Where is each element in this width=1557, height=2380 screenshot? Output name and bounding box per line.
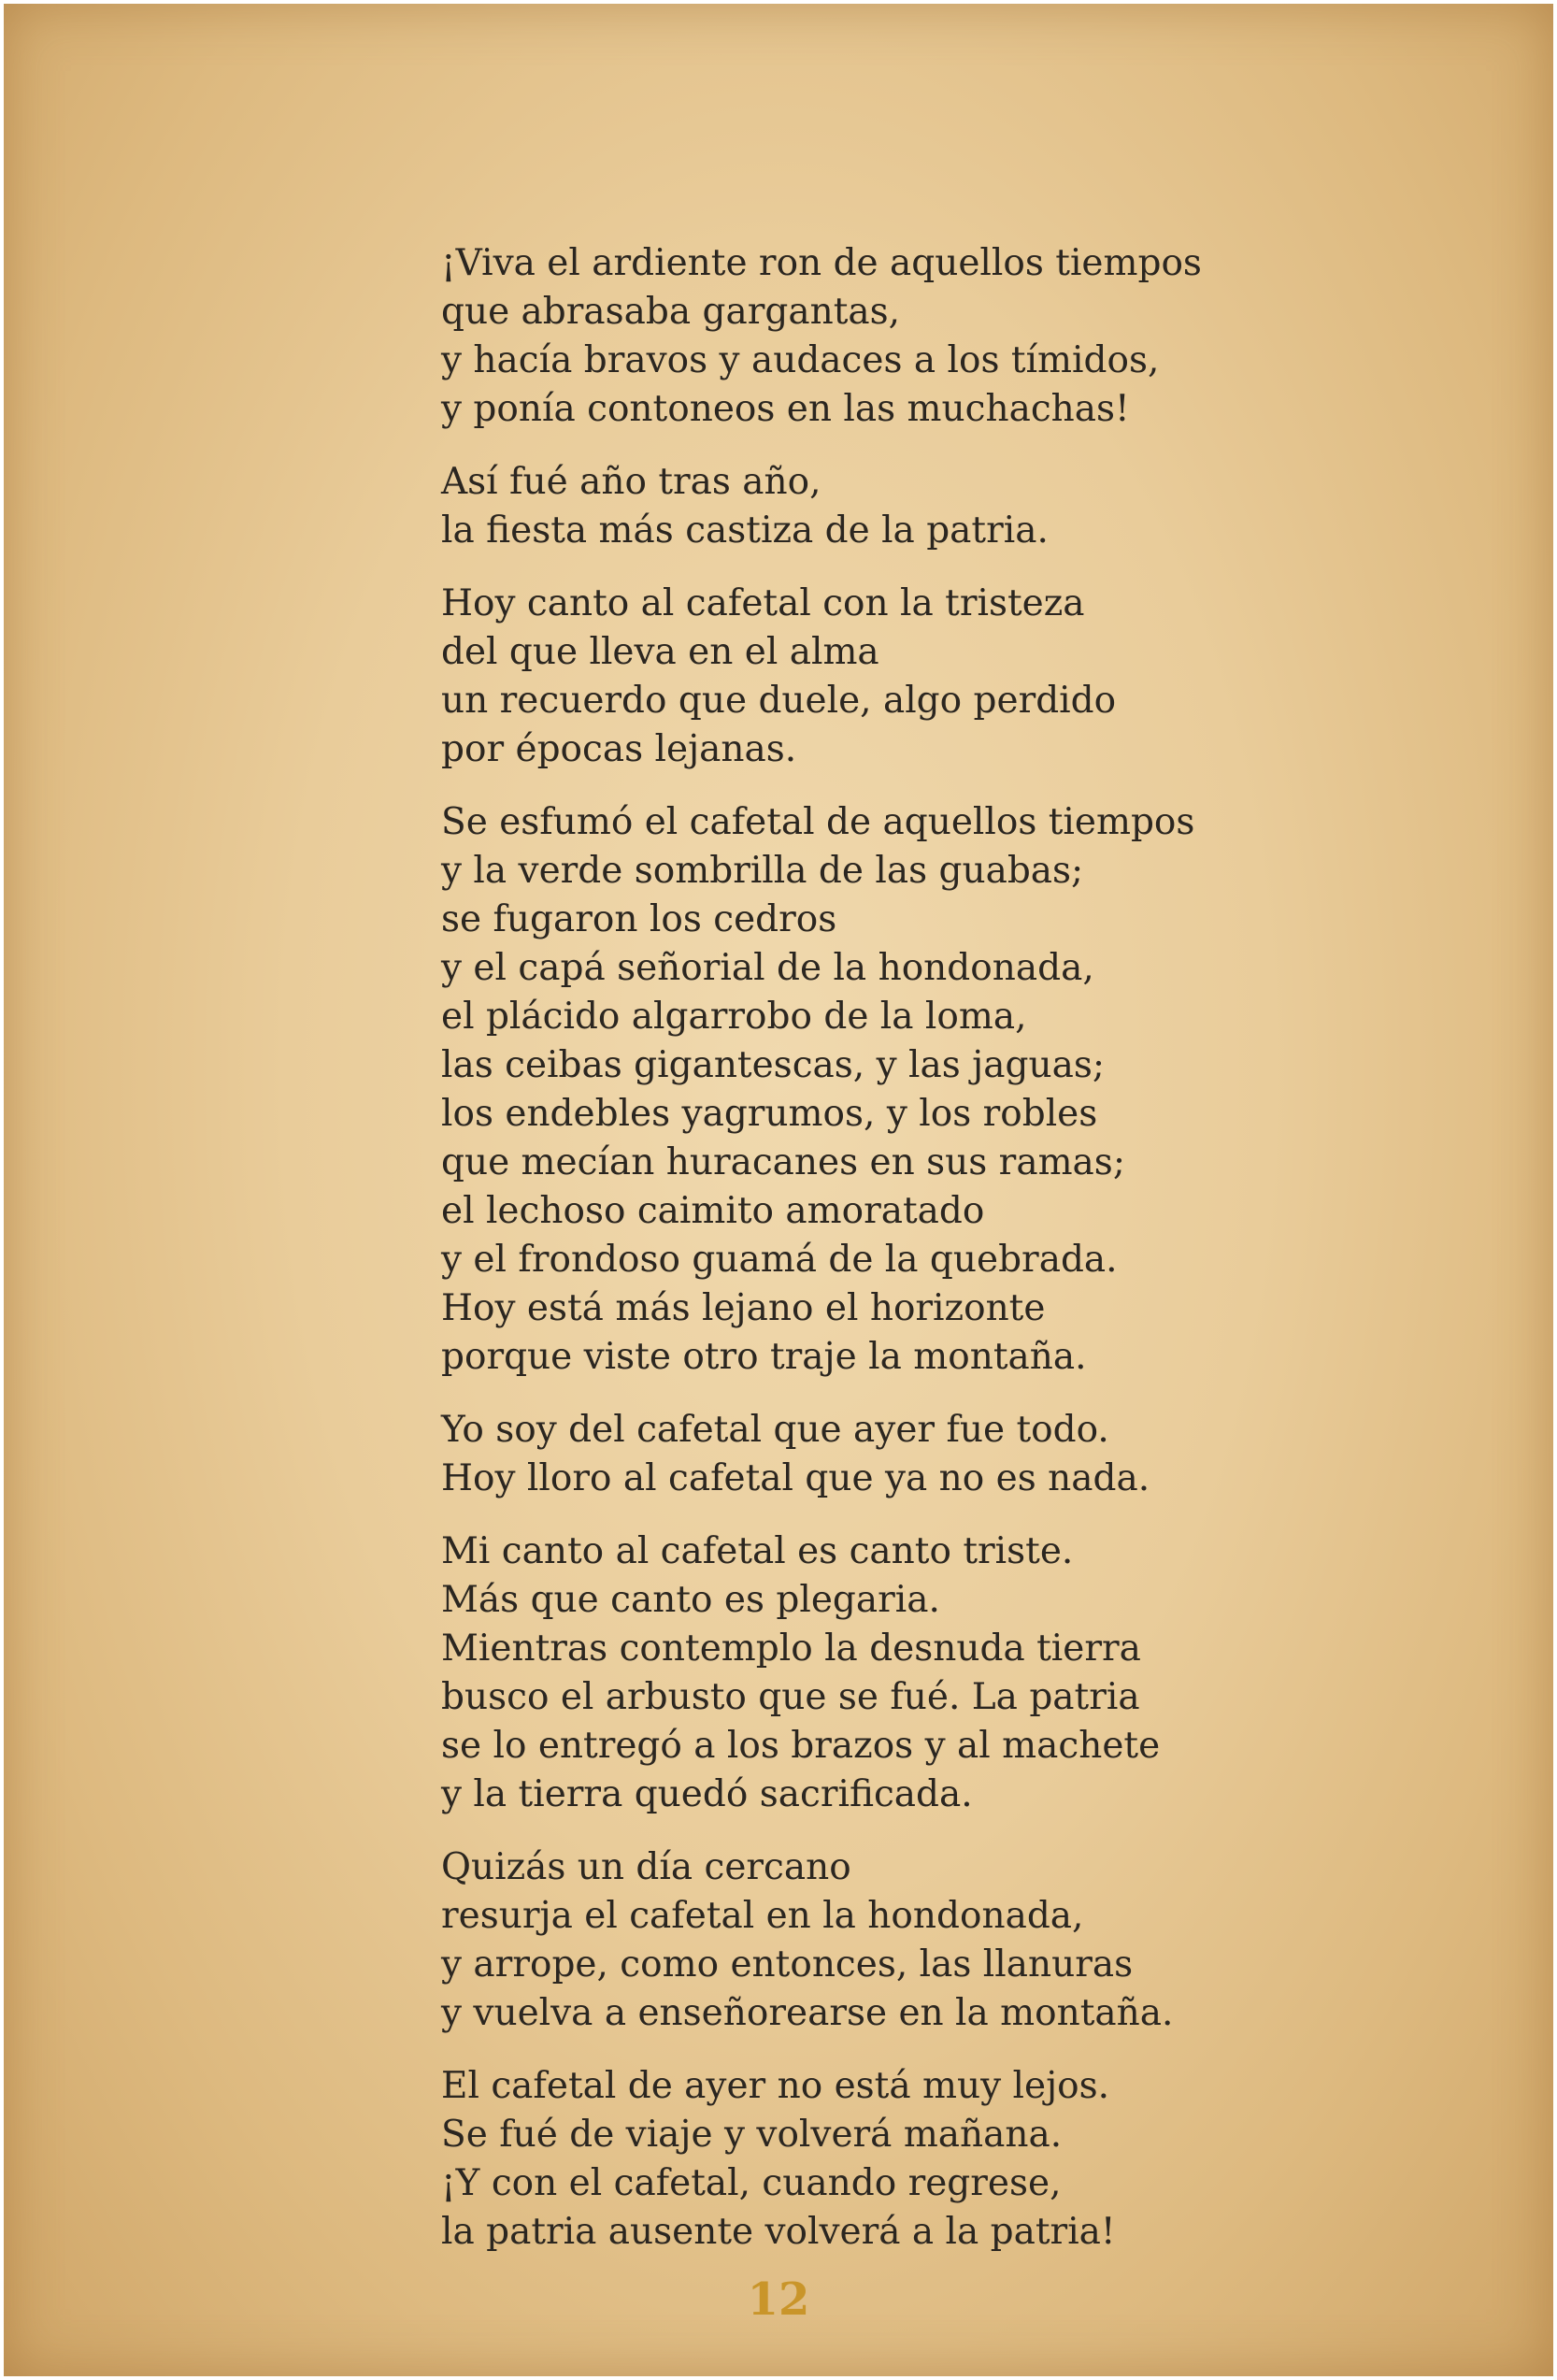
poem-line: la fiesta más castiza de la patria.: [441, 509, 1049, 552]
poem-line: Yo soy del cafetal que ayer fue todo.: [441, 1409, 1109, 1451]
book-page: [4, 4, 1553, 2376]
poem-line: Hoy canto al cafetal con la tristeza: [441, 582, 1085, 624]
stanza-2: [441, 458, 1488, 555]
poem-line: y ponía contoneos en las muchachas!: [441, 388, 1130, 430]
poem-line: que abrasaba gargantas,: [441, 291, 901, 333]
poem-line: Hoy lloro al cafetal que ya no es nada.: [441, 1457, 1150, 1499]
poem-line: y arrope, como entonces, las llanuras: [441, 1943, 1134, 1986]
poem-line: el plácido algarrobo de la loma,: [441, 996, 1027, 1038]
poem-line: Se fué de viaje y volverá mañana.: [441, 2114, 1063, 2156]
poem-line: ¡Y con el cafetal, cuando regrese,: [441, 2162, 1062, 2204]
poem-line: porque viste otro traje la montaña.: [441, 1336, 1087, 1378]
poem-line: Mi canto al cafetal es canto triste.: [441, 1530, 1074, 1572]
poem-line: y vuelva a enseñorearse en la montaña.: [441, 1992, 1174, 2034]
poem-line: un recuerdo que duele, algo perdido: [441, 680, 1117, 722]
stanza-1: [441, 239, 1488, 434]
stanza-6: [441, 1527, 1488, 1819]
poem-line: Mientras contemplo la desnuda tierra: [441, 1627, 1141, 1670]
poem-line: se fugaron los cedros: [441, 898, 837, 940]
stanza-8: [441, 2062, 1488, 2257]
poem-line: y el capá señorial de la hondonada,: [441, 947, 1094, 989]
poem-line: Más que canto es plegaria.: [441, 1579, 940, 1621]
poem-line: Quizás un día cercano: [441, 1846, 851, 1888]
stanza-4: [441, 798, 1488, 1382]
poem-body: [441, 239, 1488, 2281]
poem-line: la patria ausente volverá a la patria!: [441, 2211, 1116, 2253]
page-number: 12: [747, 2273, 810, 2326]
poem-line: del que lleva en el alma: [441, 631, 879, 673]
poem-line: El cafetal de ayer no está muy lejos.: [441, 2065, 1110, 2107]
poem-line: los endebles yagrumos, y los robles: [441, 1093, 1098, 1135]
poem-line: el lechoso caimito amoratado: [441, 1190, 985, 1232]
stanza-7: [441, 1843, 1488, 2038]
poem-line: y hacía bravos y audaces a los tímidos,: [441, 339, 1160, 381]
poem-line: y la tierra quedó sacrificada.: [441, 1773, 973, 1815]
poem-line: que mecían huracanes en sus ramas;: [441, 1141, 1125, 1183]
poem-line: ¡Viva el ardiente ron de aquellos tiempos: [441, 242, 1202, 284]
poem-line: Así fué año tras año,: [441, 461, 821, 503]
stanza-5: [441, 1406, 1488, 1503]
poem-line: se lo entregó a los brazos y al machete: [441, 1725, 1161, 1767]
poem-line: y el frondoso guamá de la quebrada.: [441, 1239, 1118, 1281]
stanza-3: [441, 580, 1488, 774]
poem-line: Hoy está más lejano el horizonte: [441, 1287, 1046, 1329]
poem-line: busco el arbusto que se fué. La patria: [441, 1676, 1140, 1718]
poem-line: las ceibas gigantescas, y las jaguas;: [441, 1044, 1105, 1086]
poem-line: resurja el cafetal en la hondonada,: [441, 1895, 1084, 1937]
poem-line: Se esfumó el cafetal de aquellos tiempos: [441, 801, 1195, 843]
poem-line: y la verde sombrilla de las guabas;: [441, 850, 1084, 892]
poem-line: por épocas lejanas.: [441, 728, 797, 770]
